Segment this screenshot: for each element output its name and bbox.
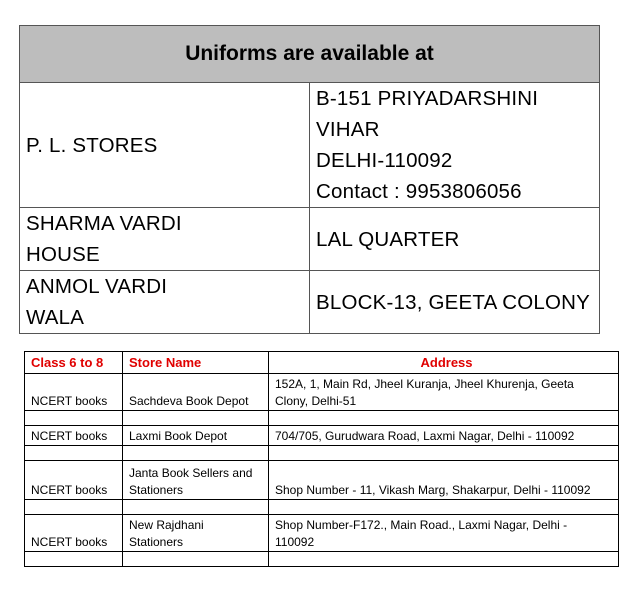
uniform-store-address: LAL QUARTER	[310, 208, 600, 271]
book-type: NCERT books	[25, 515, 123, 552]
uniform-store-address	[310, 83, 600, 208]
store-name	[123, 515, 269, 552]
table-row	[25, 515, 619, 552]
spacer-row	[25, 411, 619, 426]
store-address: Shop Number - 11, Vikash Marg, Shakarpur, Delhi - 110092	[269, 461, 619, 500]
name-line: ANMOL VARDI	[26, 275, 168, 298]
name-line: Janta Book Sellers and	[129, 466, 253, 480]
header-store-name: Store Name	[123, 352, 269, 374]
table-row	[25, 461, 619, 500]
name-line: HOUSE	[26, 243, 100, 266]
table-row	[25, 374, 619, 411]
contact-line: Contact : 9953806056	[316, 180, 522, 203]
address-line: DELHI-110092	[316, 149, 453, 172]
uniform-store-row	[20, 208, 600, 271]
spacer-row	[25, 446, 619, 461]
name-line: WALA	[26, 306, 85, 329]
name-line: New Rajdhani	[129, 518, 204, 532]
uniform-store-address: BLOCK-13, GEETA COLONY	[310, 271, 600, 334]
store-name	[123, 461, 269, 500]
spacer-row	[25, 552, 619, 567]
name-line: Stationers	[129, 535, 184, 549]
store-address	[269, 374, 619, 411]
address-line: B-151 PRIYADARSHINI VIHAR	[316, 87, 539, 141]
address-line: 110092	[275, 535, 315, 549]
books-table	[24, 351, 619, 567]
table-row	[25, 426, 619, 446]
uniforms-header-row	[20, 26, 600, 83]
uniforms-title: Uniforms are available at	[20, 26, 600, 83]
book-type: NCERT books	[25, 461, 123, 500]
store-address	[269, 515, 619, 552]
book-type: NCERT books	[25, 426, 123, 446]
store-name: Sachdeva Book Depot	[123, 374, 269, 411]
uniform-store-name	[20, 208, 310, 271]
book-type: NCERT books	[25, 374, 123, 411]
uniforms-table	[19, 25, 600, 334]
address-line: 152A, 1, Main Rd, Jheel Kuranja, Jheel Khurenja, Geeta	[275, 377, 574, 391]
header-class: Class 6 to 8	[25, 352, 123, 374]
uniform-store-name	[20, 271, 310, 334]
books-header-row	[25, 352, 619, 374]
uniform-store-row	[20, 83, 600, 208]
store-name: Laxmi Book Depot	[123, 426, 269, 446]
name-line: Stationers	[129, 483, 184, 497]
address-line: Shop Number-F172., Main Road., Laxmi Nagar, Delhi -	[275, 518, 568, 532]
address-line: Clony, Delhi-51	[275, 394, 357, 408]
uniform-store-name: P. L. STORES	[20, 83, 310, 208]
store-address: 704/705, Gurudwara Road, Laxmi Nagar, Delhi - 110092	[269, 426, 619, 446]
name-line: SHARMA VARDI	[26, 212, 182, 235]
spacer-row	[25, 500, 619, 515]
uniform-store-row	[20, 271, 600, 334]
header-address: Address	[269, 352, 619, 374]
